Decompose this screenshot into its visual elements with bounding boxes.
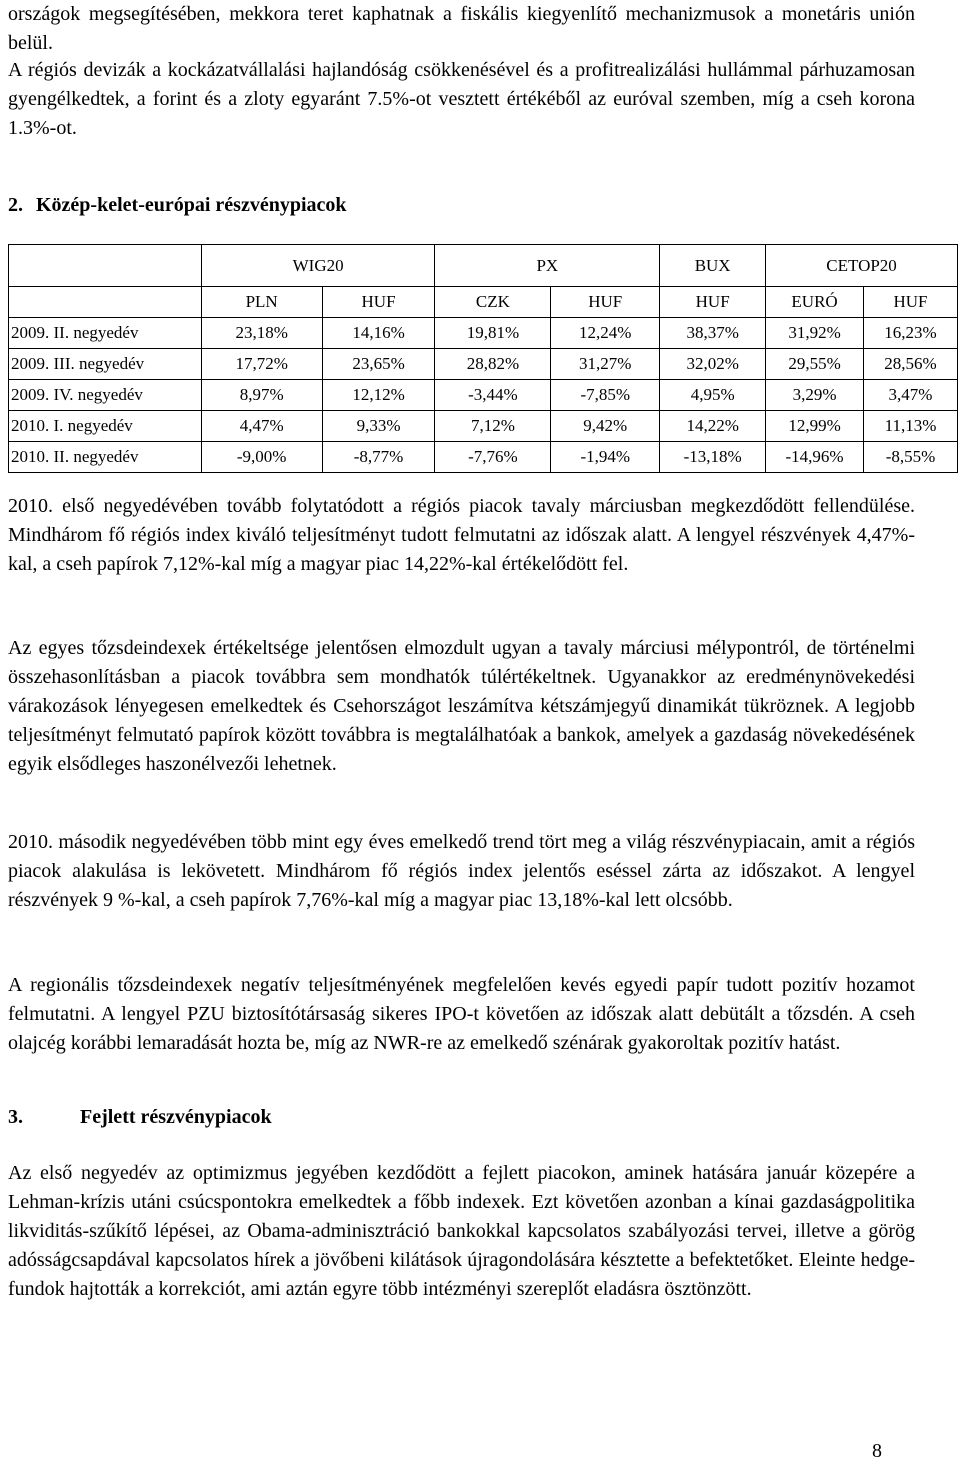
table-cell: 11,13% [864,411,958,442]
table-header-index: BUX [660,245,766,287]
table-row [9,442,958,473]
table-row-label: 2009. II. negyedév [9,318,202,349]
paragraph-developed-markets: Az első negyedév az optimizmus jegyében kezdődött a fejlett piacokon, aminek hatására január közepére a Lehman-krízis utáni csúcspontokra emelkedtek a főbb indexek. Ezt követően azonban a kínai gazdaságpolitika likviditás-szűkítő lépései, az Obama-adminisztráció bankokkal kapcsolatos szabályozási tervei, illetve a görög adósságcsapdával kapcsolatos hírek a jövőbeni kilátások újragondolására késztette a befektetőket. Eleinte hedge-fundok hajtották a korrekciót, ami aztán egyre több intézményi szereplőt eladásra ösztönzött. [8,1162,915,1300]
table-cell: 32,02% [660,349,766,380]
table-cell: -7,85% [551,380,660,411]
table-cell: 38,37% [660,318,766,349]
table-cell: -8,77% [322,442,435,473]
table-cell: 12,99% [766,411,864,442]
table-row-label: 2009. IV. negyedév [9,380,202,411]
table-cell: 12,12% [322,380,435,411]
table-header-index: PX [435,245,660,287]
table-cell: -13,18% [660,442,766,473]
table-row-label: 2010. I. negyedév [9,411,202,442]
paragraph-q1-summary: 2010. első negyedévében tovább folytatódott a régiós piacok tavaly márciusban megkezdődött fellendülése. Mindhárom fő régiós index kiváló teljesítményt tudott felmutatni az időszak alatt. A lengyel részvények 4,47%-kal, a cseh papírok 7,12%-kal míg a magyar piac 14,22%-kal értékelődött fel. [8,495,915,575]
table-cell: -8,55% [864,442,958,473]
paragraph-currencies: A régiós devizák a kockázatvállalási hajlandóság csökkenésével és a profitrealizálási hullámmal párhuzamosan gyengélkedtek, a forint és a zloty egyaránt 7.5%-ot vesztett értékéből az euróval szemben, míg a cseh korona 1.3%-ot. [8,59,915,139]
table-row [9,411,958,442]
table-row-label: 2009. III. negyedév [9,349,202,380]
table-corner-cell [9,287,202,318]
table-header-currency: HUF [551,287,660,318]
table-cell: -14,96% [766,442,864,473]
table-cell: 4,95% [660,380,766,411]
table-cell: 3,47% [864,380,958,411]
table-cell: 28,56% [864,349,958,380]
paragraph-regional-stocks: A regionális tőzsdeindexek negatív teljesítményének megfelelően kevés egyedi papír tudott pozitív hozamot felmutatni. A lengyel PZU biztosítótársaság sikeres IPO-t követően az időszak alatt debütált a tőzsdén. A cseh olajcég korábbi lemaradását hozta be, míg az NWR-re az emelkedő szénárak gyakoroltak pozitív hatást. [8,974,915,1054]
table-cell: 23,65% [322,349,435,380]
table-row [9,318,958,349]
table-header-currency: HUF [660,287,766,318]
section-title: Közép-kelet-európai részvénypiacok [36,194,347,216]
table-header-currency: EURÓ [766,287,864,318]
table-header-index: CETOP20 [766,245,958,287]
table-cell: -3,44% [435,380,551,411]
table-header-currency: HUF [864,287,958,318]
table-corner-cell [9,245,202,287]
table-row [9,380,958,411]
paragraph-intro-continued: országok megsegítésében, mekkora teret kaphatnak a fiskális kiegyenlítő mechanizmusok a monetáris unión belül. [8,3,915,54]
table-cell: 29,55% [766,349,864,380]
table-cell: 7,12% [435,411,551,442]
section-title: Fejlett részvénypiacok [80,1106,272,1128]
table-cell: -9,00% [201,442,322,473]
table-cell: 14,22% [660,411,766,442]
table-cell: 31,92% [766,318,864,349]
table-cell: 16,23% [864,318,958,349]
table-cell: 3,29% [766,380,864,411]
section-heading-developed-equity [8,1103,272,1132]
table-cell: 12,24% [551,318,660,349]
index-returns-table [8,244,958,473]
table-row [9,349,958,380]
table-index-header-row [9,245,958,287]
table-cell: 14,16% [322,318,435,349]
table-cell: -7,76% [435,442,551,473]
paragraph-q2-summary: 2010. második negyedévében több mint egy éves emelkedő trend tört meg a világ részvénypiacain, amit a régiós piacok alakulása is lekövetett. Mindhárom fő régiós index jelentős eséssel zárta az időszakot. A lengyel részvények 9 %-kal, a cseh papírok 7,76%-kal míg a magyar piac 13,18%-kal lett olcsóbb. [8,831,915,911]
table-cell: 19,81% [435,318,551,349]
section-heading-cee-equity [8,191,347,220]
table-header-currency: CZK [435,287,551,318]
table-cell: 8,97% [201,380,322,411]
page-number: 8 [872,1440,882,1462]
table-header-currency: HUF [322,287,435,318]
section-number: 3. [8,1106,23,1128]
table-cell: 4,47% [201,411,322,442]
paragraph-valuation: Az egyes tőzsdeindexek értékeltsége jelentősen elmozdult ugyan a tavaly márciusi mélypontról, de történelmi összehasonlításban a piacok továbbra sem mondhatók túlértékeltnek. Ugyanakkor az eredménynövekedési várakozások lényegesen emelkedtek és Csehországot leszámítva kétszámjegyű dinamikát tükröznek. A legjobb teljesítményt felmutató papírok között továbbra is megtalálhatóak a bankok, amelyek a gazdaság növekedésének egyik elsődleges haszonélvezői lehetnek. [8,637,915,775]
table-header-currency: PLN [201,287,322,318]
table-cell: 9,42% [551,411,660,442]
table-cell: 23,18% [201,318,322,349]
table-cell: 17,72% [201,349,322,380]
table-cell: -1,94% [551,442,660,473]
table-header-index: WIG20 [201,245,435,287]
table-cell: 9,33% [322,411,435,442]
section-number: 2. [8,194,23,216]
table-cell: 31,27% [551,349,660,380]
table-cell: 28,82% [435,349,551,380]
table-row-label: 2010. II. negyedév [9,442,202,473]
table-currency-header-row [9,287,958,318]
